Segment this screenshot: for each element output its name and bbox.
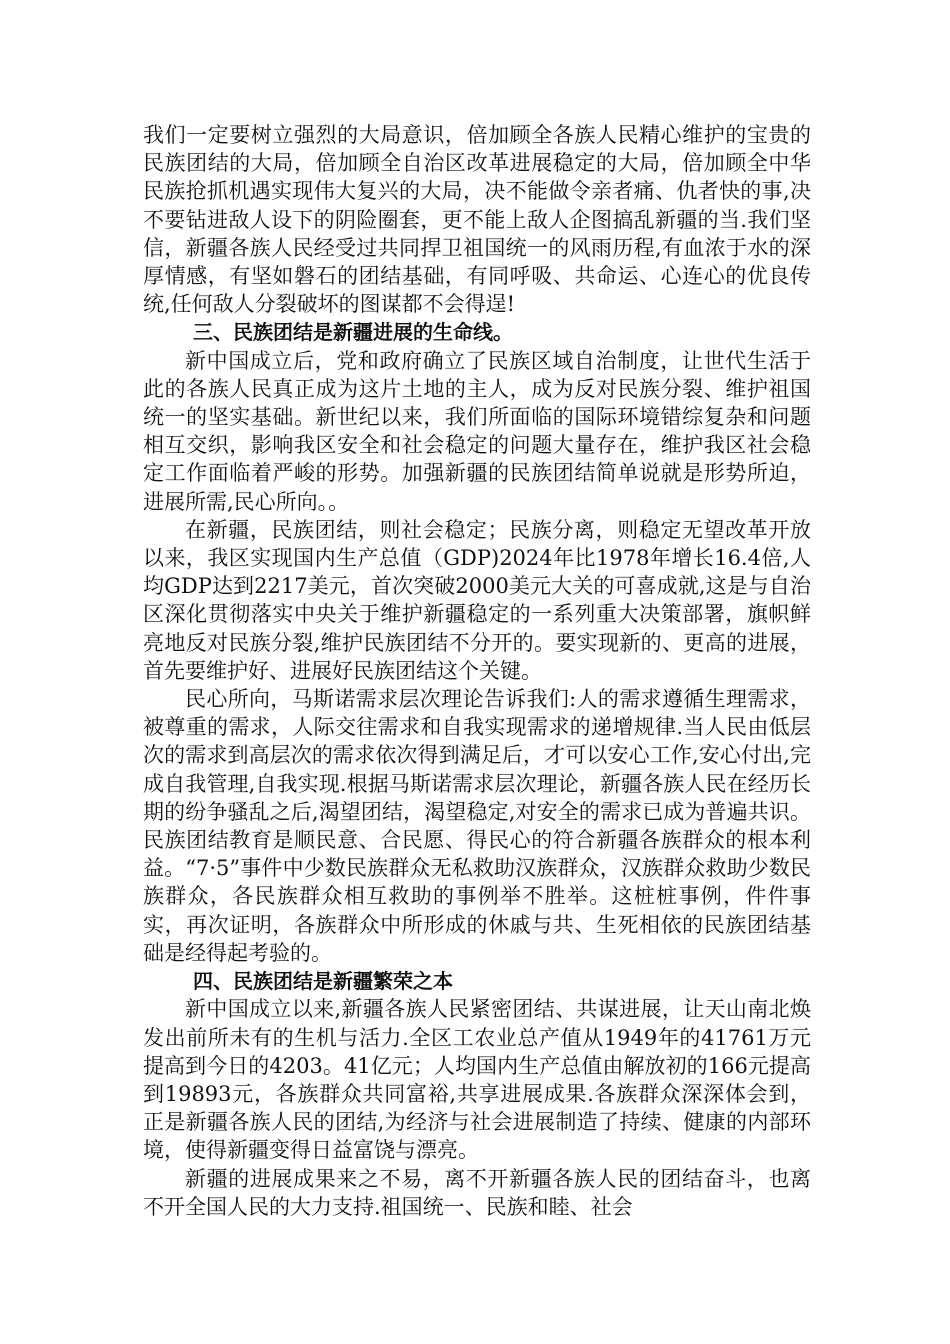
section-heading-3: 三、民族团结是新疆进展的生命线。	[193, 320, 513, 345]
paragraph-maslow-needs: 民心所向，马斯诺需求层次理论告诉我们:人的需求遵循生理需求，被尊重的需求，人际交往需求和自我实现需求的递增规律.当人民由低层次的需求到高层次的需求依次得到满足后，才可以安心工作,安心付出,完成自我管理,自我实现.根据马斯诺需求层次理论，新疆各族人民在经历长期的纷争骚乱之后,渴望团结，渴望稳定,对安全的需求已成为普遍共识。民族团结教育是顺民意、合民愿、得民心的符合新疆各族群众的根本利益。“7·5”事件中少数民族群众无私救助汉族群众，汉族群众救助少数民族群众，各民族群众相互救助的事例举不胜举。这桩桩事例，件件事实，再次证明，各族群众中所形成的休戚与共、生死相依的民族团结基础是经得起考验的。	[143, 687, 811, 965]
document-page	[143, 121, 811, 1221]
paragraph-development-results: 新疆的进展成果来之不易，离不开新疆各族人民的团结奋斗，也离不开全国人民的大力支持.祖国统一、民族和睦、社会	[143, 1166, 811, 1219]
paragraph-unity-awareness: 我们一定要树立强烈的大局意识，倍加顾全各族人民精心维护的宝贵的民族团结的大局，倍加顾全自治区改革进展稳定的大局，倍加顾全中华民族抢抓机遇实现伟大复兴的大局，决不能做令亲者痛、仇者快的事,决不要钻进敌人设下的阴险圈套，更不能上敌人企图搞乱新疆的当.我们坚信，新疆各族人民经受过共同捍卫祖国统一的风雨历程,有血浓于水的深厚情感，有坚如磐石的团结基础，有同呼吸、共命运、心连心的优良传统,任何敌人分裂破坏的图谋都不会得逞!	[143, 123, 811, 317]
paragraph-regional-autonomy: 新中国成立后，党和政府确立了民族区域自治制度，让世代生活于此的各族人民真正成为这片土地的主人，成为反对民族分裂、维护祖国统一的坚实基础。新世纪以来，我们所面临的国际环境错综复杂和问题相互交织，影响我区安全和社会稳定的问题大量存在，维护我区社会稳定工作面临着严峻的形势。加强新疆的民族团结简单说就是形势所迫，进展所需,民心所向。。	[143, 348, 811, 514]
paragraph-prosperity: 新中国成立以来,新疆各族人民紧密团结、共谋进展，让天山南北焕发出前所未有的生机与活力.全区工农业总产值从1949年的41761万元提高到今日的4203。41亿元；人均国内生产总值由解放初的166元提高到19893元，各族群众共同富裕,共享进展成果.各族群众深深体会到，正是新疆各族人民的团结,为经济与社会进展制造了持续、健康的内部环境，使得新疆变得日益富饶与漂亮。	[143, 997, 811, 1163]
section-heading-4: 四、民族团结是新疆繁荣之本	[193, 969, 453, 994]
paragraph-gdp-growth: 在新疆，民族团结，则社会稳定；民族分离，则稳定无望改革开放以来，我区实现国内生产总值（GDP)2024年比1978年增长16.4倍,人均GDP达到2217美元，首次突破2000美元大关的可喜成就,这是与自治区深化贯彻落实中央关于维护新疆稳定的一系列重大决策部署，旗帜鲜亮地反对民族分裂,维护民族团结不分开的。要实现新的、更高的进展，首先要维护好、进展好民族团结这个关键。	[143, 517, 811, 683]
